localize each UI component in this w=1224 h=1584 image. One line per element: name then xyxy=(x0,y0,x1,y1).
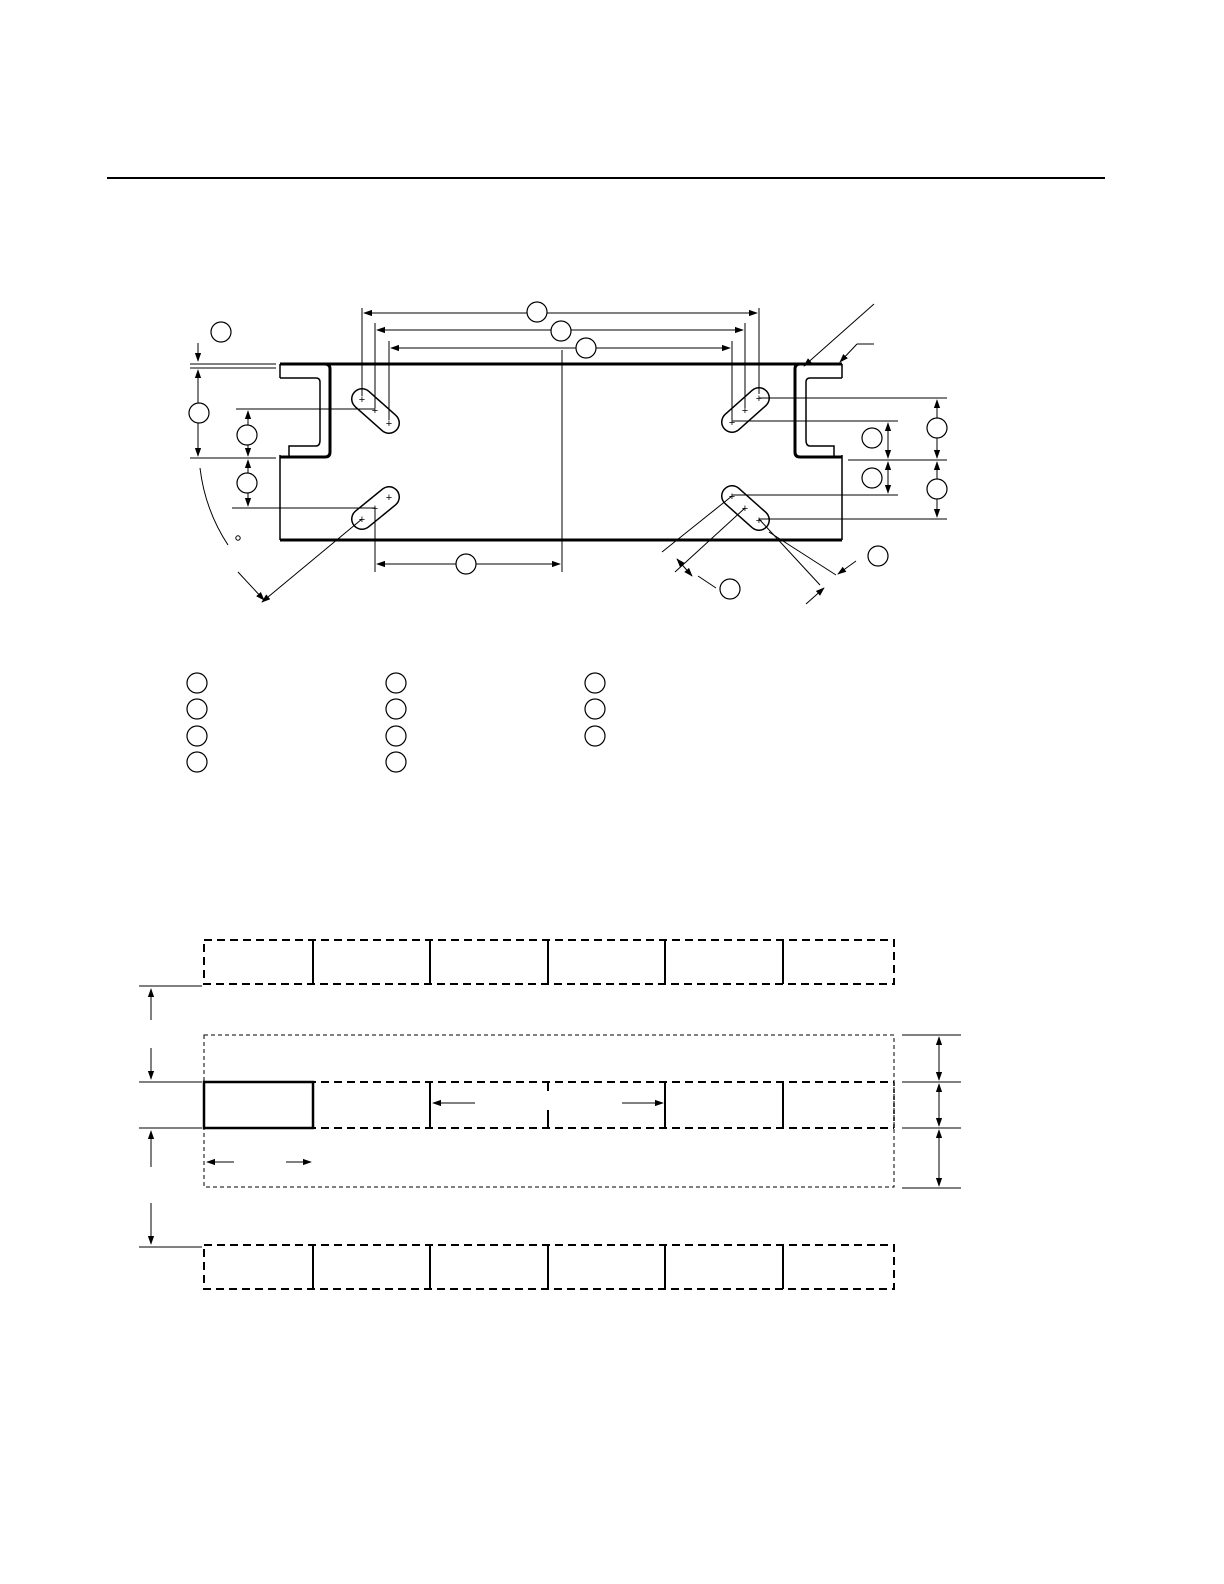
callout-bubble xyxy=(527,302,547,322)
svg-text:+: + xyxy=(741,405,749,417)
spacing-arrows-horizontal xyxy=(207,1103,663,1162)
svg-text:+: + xyxy=(755,515,763,527)
svg-text:+: + xyxy=(755,393,763,405)
svg-text:+: + xyxy=(358,394,366,406)
spacing-extension-right xyxy=(902,1035,961,1188)
legend-bubble xyxy=(386,726,406,746)
right-flange xyxy=(795,364,842,457)
callout-bubble xyxy=(456,554,476,574)
callout-bubble xyxy=(237,473,257,493)
callout-bubble xyxy=(868,546,888,566)
legend-bubble xyxy=(187,752,207,772)
legend-bubble xyxy=(585,726,605,746)
legend-bubble xyxy=(386,752,406,772)
callout-bubble xyxy=(927,479,947,499)
leader-flange-corner xyxy=(804,304,874,366)
legend-column-2 xyxy=(386,673,406,772)
svg-text:+: + xyxy=(385,418,393,430)
dimension-lines xyxy=(198,304,937,604)
angle-arc-arrow xyxy=(238,572,264,600)
callout-bubble xyxy=(551,321,571,341)
svg-text:+: + xyxy=(741,503,749,515)
legend-bubble xyxy=(386,699,406,719)
rack-row-bottom xyxy=(204,1245,894,1289)
legend-bubble xyxy=(187,726,207,746)
spacing-extension-left xyxy=(139,986,202,1247)
rack-spacing-diagram xyxy=(139,940,961,1289)
svg-text:+: + xyxy=(358,514,366,526)
leader-edge-right xyxy=(838,561,856,574)
leader-slot-diagonal xyxy=(262,519,362,602)
callout-bubble xyxy=(862,428,882,448)
legend-bubble xyxy=(386,673,406,693)
leader-slot-lower-right xyxy=(698,576,716,588)
callout-bubble xyxy=(576,338,596,358)
legend-bubbles xyxy=(187,673,605,772)
svg-text:+: + xyxy=(728,491,736,503)
mounting-slot-lower-right xyxy=(729,491,762,527)
callout-bubble xyxy=(211,322,231,342)
callout-bubble xyxy=(862,468,882,488)
rack-row-middle xyxy=(204,1082,894,1128)
leader-edge-lower xyxy=(806,588,824,604)
angle-arc xyxy=(200,468,228,545)
callout-bubble xyxy=(189,403,209,423)
leader-flange-edge-arrow xyxy=(840,344,857,362)
rack-row-top xyxy=(204,940,894,984)
callout-bubble xyxy=(927,418,947,438)
legend-bubble xyxy=(187,673,207,693)
mounting-diagram xyxy=(189,302,947,604)
degree-mark xyxy=(236,536,240,540)
legend-bubble xyxy=(585,673,605,693)
svg-text:+: + xyxy=(371,405,379,417)
left-flange xyxy=(280,364,330,457)
legend-bubble xyxy=(585,699,605,719)
callout-bubble xyxy=(237,425,257,445)
callout-bubble xyxy=(720,579,740,599)
legend-column-3 xyxy=(585,673,605,746)
legend-column-1 xyxy=(187,673,207,772)
svg-text:+: + xyxy=(385,492,393,504)
legend-bubble xyxy=(187,699,207,719)
svg-text:+: + xyxy=(728,417,736,429)
installed-unit xyxy=(204,1082,313,1128)
svg-text:+: + xyxy=(371,503,379,515)
